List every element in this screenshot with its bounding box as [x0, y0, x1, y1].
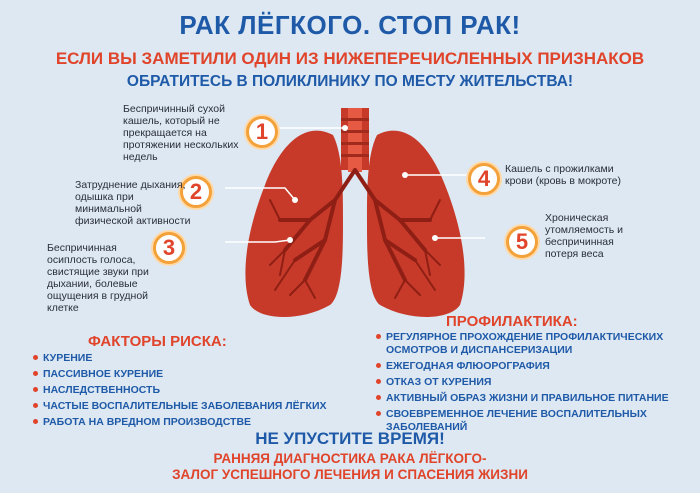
- risk-factors-title: ФАКТОРЫ РИСКА:: [88, 333, 227, 350]
- bullet-icon: [376, 395, 381, 400]
- warning-subtitle: ЕСЛИ ВЫ ЗАМЕТИЛИ ОДИН ИЗ НИЖЕПЕРЕЧИСЛЕННЫХ ПРИЗНАКОВ: [55, 49, 645, 68]
- symptom-badge-2: 2: [180, 176, 212, 208]
- list-item: ОТКАЗ ОТ КУРЕНИЯ: [376, 376, 676, 389]
- list-item: АКТИВНЫЙ ОБРАЗ ЖИЗНИ И ПРАВИЛЬНОЕ ПИТАНИЕ: [376, 392, 676, 405]
- list-item: РЕГУЛЯРНОЕ ПРОХОЖДЕНИЕ ПРОФИЛАКТИЧЕСКИХ ОСМОТРОВ И ДИСПАНСЕРИЗАЦИИ: [376, 331, 676, 357]
- prevention-title: ПРОФИЛАКТИКА:: [446, 313, 578, 330]
- page-title: РАК ЛЁГКОГО. СТОП РАК!: [179, 10, 521, 40]
- symptom-badge-4: 4: [468, 163, 500, 195]
- symptom-text-4: Кашель с прожилками крови (кровь в мокроте): [505, 163, 621, 187]
- symptom-text-5: Хроническая утомляемость и беспричинная потеря веса: [545, 212, 624, 260]
- bullet-icon: [376, 363, 381, 368]
- list-item: РАБОТА НА ВРЕДНОМ ПРОИЗВОДСТВЕ: [33, 416, 353, 429]
- risk-factors-list: [33, 352, 353, 432]
- footer-tagline: [0, 451, 700, 483]
- symptom-text-2: Затруднение дыхания, одышка при минимальной физической активности: [75, 179, 191, 227]
- symptom-badge-3: 3: [153, 232, 185, 264]
- bullet-icon: [376, 411, 381, 416]
- prevention-list: [376, 331, 676, 437]
- bullet-icon: [33, 371, 38, 376]
- bullet-icon: [376, 334, 381, 339]
- list-item: НАСЛЕДСТВЕННОСТЬ: [33, 384, 353, 397]
- bullet-icon: [376, 379, 381, 384]
- symptom-text-1: Беспричинный сухой кашель, который не прекращается на протяжении нескольких недель: [123, 103, 239, 163]
- symptom-badge-1: 1: [246, 116, 278, 148]
- bullet-icon: [33, 355, 38, 360]
- bullet-icon: [33, 387, 38, 392]
- symptom-badge-5: 5: [506, 226, 538, 258]
- bullet-icon: [33, 419, 38, 424]
- list-item: ПАССИВНОЕ КУРЕНИЕ: [33, 368, 353, 381]
- symptom-text-3: Беспричинная осиплость голоса, свистящие звуки при дыхании, болевые ощущения в грудной клетке: [47, 242, 149, 314]
- footer-headline: НЕ УПУСТИТЕ ВРЕМЯ!: [255, 429, 445, 448]
- footer-tagline-line2: ЗАЛОГ УСПЕШНОГО ЛЕЧЕНИЯ И СПАСЕНИЯ ЖИЗНИ: [172, 467, 528, 482]
- list-item: КУРЕНИЕ: [33, 352, 353, 365]
- footer-tagline-line1: РАННЯЯ ДИАГНОСТИКА РАКА ЛЁГКОГО-: [213, 451, 487, 466]
- list-item: СВОЕВРЕМЕННОЕ ЛЕЧЕНИЕ ВОСПАЛИТЕЛЬНЫХ ЗАБОЛЕВАНИЙ: [376, 408, 676, 434]
- list-item: ЧАСТЫЕ ВОСПАЛИТЕЛЬНЫЕ ЗАБОЛЕВАНИЯ ЛЁГКИХ: [33, 400, 353, 413]
- bullet-icon: [33, 403, 38, 408]
- action-subtitle: ОБРАТИТЕСЬ В ПОЛИКЛИНИКУ ПО МЕСТУ ЖИТЕЛЬСТВА!: [126, 73, 574, 90]
- list-item: ЕЖЕГОДНАЯ ФЛЮОРОГРАФИЯ: [376, 360, 676, 373]
